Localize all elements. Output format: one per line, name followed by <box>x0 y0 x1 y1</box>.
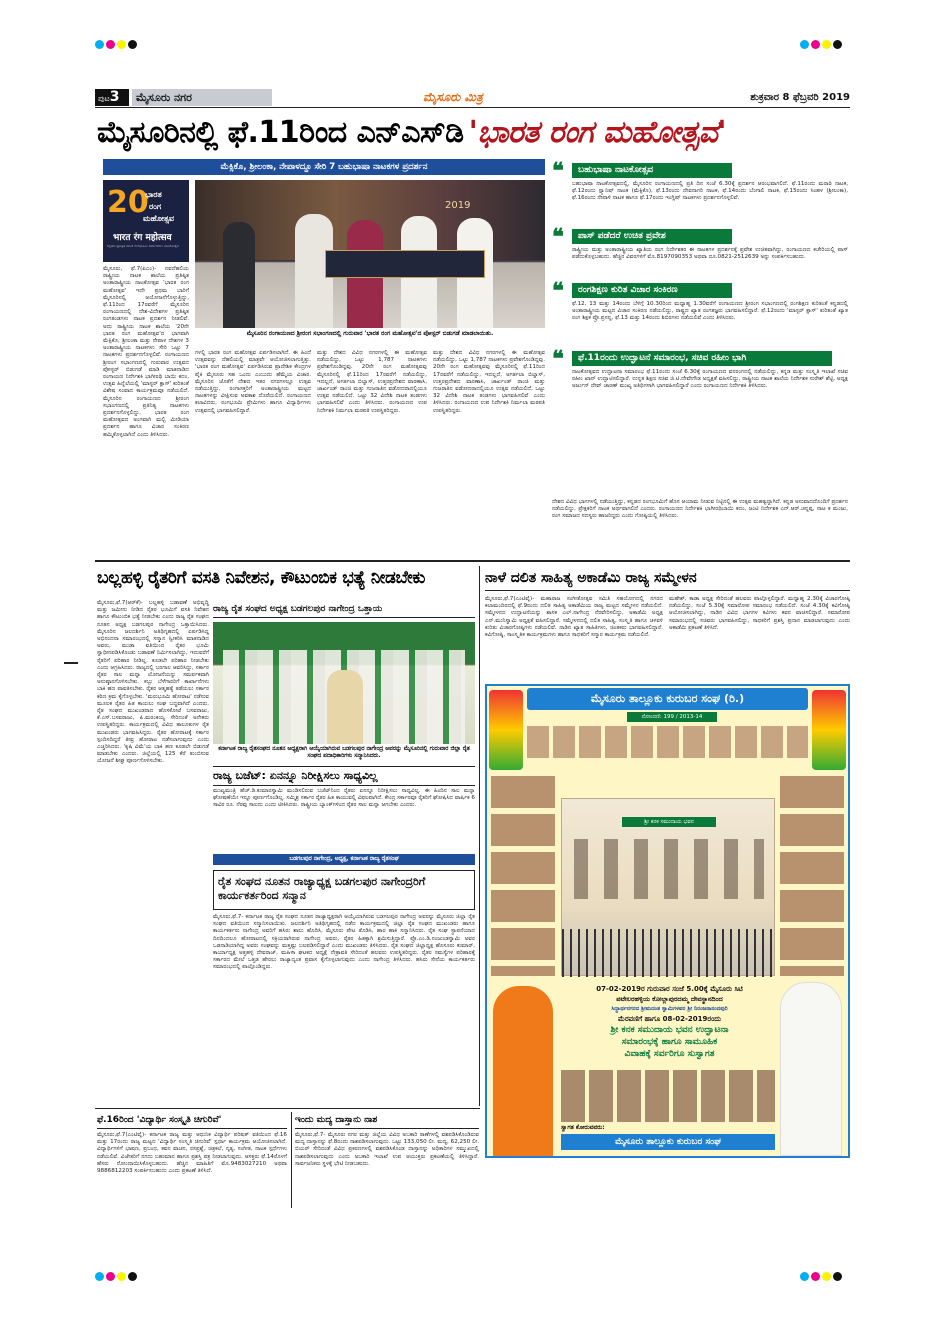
student-event-headline: ಫೆ.16ರಿಂದ 'ವಿದ್ಯಾರ್ಥಿ ಸಂಸ್ಕೃತಿ ಚಿಗುರಿವೆ' <box>97 1112 287 1129</box>
header-rule <box>95 107 850 108</box>
farmers-felicitation-photo <box>213 622 475 744</box>
color-registration-bottom-right <box>800 1272 842 1281</box>
ad-line-4: ಮೆರವಣಿಗೆ ಹಾಗೂ 08-02-2019ರಂದು <box>618 1015 721 1023</box>
logo-text-2: ರಂಗ <box>149 202 162 211</box>
lead-body-col4: ಮತ್ತು ದೇಶದ ವಿವಿಧ ನಗರಗಳಲ್ಲಿ ಈ ಮಹೋತ್ಸವ ನಡೆಯಲಿದ್ದು, ಒಟ್ಟು 1,787 ನಾಟಕಗಳು ಪ್ರವೇಶಗೊಂಡಿದ್ದವು. 20ನೇ ರಂಗ ಮಹೋತ್ಸವವು ಮೈಸೂರಿನಲ್ಲಿ ಫೆ.11ರಿಂದ 17ರವರೆಗೆ ನಡೆಯಲಿದ್ದು, ಇದಲ್ಲದೆ, ಅಗರ್ತಲಾ ಬಿಲ್ವಾಸ್, ಉತ್ತರಪ್ರದೇಶದ ವಾರಣಾಸಿ, ಜಾರ್ಖಂಡ್ ರಾಂಚಿ ಮತ್ತು ಗುಜರಾತಿನ ವಡೋದರಾದಲ್ಲಿಯೂ ಉತ್ಸವ ನಡೆಯಲಿದೆ. ಒಟ್ಟು 32 ವಿದೇಶಿ ನಾಟಕ ತಂಡಗಳು ಭಾಗವಹಿಸಲಿವೆ ಎಂದು ತಿಳಿಸಿದರು. ರಂಗಾಯಣದ ಉಪ ನಿರ್ದೇಶಕಿ ನಿರ್ಮಲಾ ಮಠಪತಿ ಉಪಸ್ಥಿತರಿದ್ದರು. <box>433 350 545 414</box>
leader-figure <box>780 982 842 1156</box>
poster-held <box>325 250 485 278</box>
logo-text-3: ಮಹೋತ್ಸವ <box>143 214 175 223</box>
building-windows <box>574 839 764 899</box>
bottom-section-rule <box>95 1108 480 1109</box>
quote-icon: ❝ <box>552 346 564 372</box>
sidebar-box-1-title: ಬಹುಭಾಷಾ ನಾಟಕೋತ್ಸವ <box>572 163 732 178</box>
ad-footer-label: ಸ್ವಾಗತ ಕೋರುವವರು: <box>561 1124 605 1131</box>
felicitation-body: ಮೈಸೂರು,ಫೆ.7- ಕರ್ನಾಟಕ ರಾಜ್ಯ ರೈತ ಸಂಘದ ನೂತನ ರಾಜ್ಯಾಧ್ಯಕ್ಷರಾಗಿ ಆಯ್ಕೆಯಾಗಿರುವ ಬಡಗಲಪುರ ನಾಗೇಂದ್ರ ಅವರನ್ನು ಮೈಸೂರು ಜಿಲ್ಲಾ ರೈತ ಸಂಘದ ವತಿಯಿಂದ ಸನ್ಮಾನಿಸಲಾಯಿತು. ಜಲದರ್ಶಿನಿ ಅತಿಥಿಗೃಹದಲ್ಲಿ ನಡೆದ ಕಾರ್ಯಕ್ರಮದಲ್ಲಿ ಜಿಲ್ಲಾ ರೈತ ಸಂಘದ ಮುಖಂಡರು ಹಾಗೂ ಕಾರ್ಯಕರ್ತರು ನಾಗೇಂದ್ರ ಅವರಿಗೆ ಹಸಿರು ಶಾಲು ಹೊದಿಸಿ, ಮೈಸೂರು ಪೇಟ ತೊಡಿಸಿ, ಹಾರ ಹಾಕಿ ಸನ್ಮಾನಿಸಿದರು. ರೈತ ಸಂಘ ಸ್ಥಾಪನೆಯಾದ ದಿನದಿಂದಲೂ ಹೋರಾಟದಲ್ಲಿ ಸಕ್ರಿಯರಾಗಿರುವ ನಾಗೇಂದ್ರ ಅವರು, ರೈತರ ಹಿತಕ್ಕಾಗಿ ಶ್ರಮಿಸುತ್ತಿದ್ದಾರೆ. ಪ್ರೊ.ಎಂ.ಡಿ.ನಂಜುಂಡಸ್ವಾಮಿ ಅವರ ಒಡನಾಡಿಯಾಗಿದ್ದ ಅವರು ಸಂಘವನ್ನು ಮತ್ತಷ್ಟು ಬಲಪಡಿಸಲಿದ್ದಾರೆ ಎಂದು ಮುಖಂಡರು ತಿಳಿಸಿದರು. ರೈತ ಸಂಘದ ಜಿಲ್ಲಾಧ್ಯಕ್ಷ ಹೊಸೂರು ಕುಮಾರ್, ಕಾರ್ಯಾಧ್ಯಕ್ಷ ಅತ್ತಹಳ್ಳಿ ದೇವರಾಜ್, ಮಹಿಳಾ ಘಟಕದ ಅಧ್ಯಕ್ಷೆ ನೇತ್ರಾವತಿ ಸೇರಿದಂತೆ ಹಲವರು ಉಪಸ್ಥಿತರಿದ್ದರು. ರೈತರ ಸಮಸ್ಯೆಗಳ ಪರಿಹಾರಕ್ಕೆ ಸರ್ಕಾರದ ಮೇಲೆ ಒತ್ತಡ ಹೇರಲು ರಾಜ್ಯಾದ್ಯಂತ ಪ್ರವಾಸ ಕೈಗೊಳ್ಳಲಾಗುವುದು ಎಂದು ನಾಗೇಂದ್ರ ತಿಳಿಸಿದರು. ಹಸಿರು ಸೇನೆಯ ಕಾರ್ಯಕರ್ತರು ಸಮಾರಂಭದಲ್ಲಿ ಪಾಲ್ಗೊಂಡಿದ್ದರು. <box>213 914 475 971</box>
ad-portraits-left <box>491 776 555 976</box>
sidebar-box-3-title: ರಂಗಶಿಕ್ಷಣ ಕುರಿತ ವಿಚಾರ ಸಂಕಿರಣ <box>572 283 732 298</box>
color-registration-top-left <box>95 40 137 49</box>
crop-mark <box>64 662 78 664</box>
budget-headline: ರಾಜ್ಯ ಬಜೆಟ್: ಏನನ್ನೂ ನಿರೀಕ್ಷಿಸಲು ಸಾಧ್ಯವಿಲ್ಲ <box>213 766 475 786</box>
felicitation-headline: ರೈತ ಸಂಘದ ನೂತನ ರಾಜ್ಯಾಧ್ಯಕ್ಷ ಬಡಗಲಪುರ ನಾಗೇಂದ್ರರಿಗೆ ಕಾರ್ಯಕರ್ತರಿಂದ ಸನ್ಮಾನ <box>213 870 475 910</box>
ad-line-1: 07-02-2019ರ ಗುರುವಾರ ಸಂಜೆ 5.00ಕ್ಕೆ ಮೈಸೂರು ಸಿಟಿ <box>596 985 743 993</box>
swamiji-figure <box>493 986 553 1156</box>
page-number-badge <box>95 89 129 106</box>
building-gate <box>562 929 776 977</box>
budget-body: ಮುಖ್ಯಮಂತ್ರಿ ಹೆಚ್.ಡಿ.ಕುಮಾರಸ್ವಾಮಿ ಮಂಡಿಸಲಿರುವ ಬಜೆಟ್‌ನಿಂದ ರೈತರು ಏನನ್ನೂ ನಿರೀಕ್ಷಿಸಲು ಸಾಧ್ಯವಿಲ್ಲ. ಈ ಹಿಂದಿನ ಸಾಲ ಮನ್ನಾ ಘೋಷಣೆಯೇ ಇನ್ನೂ ಪೂರ್ಣಗೊಂಡಿಲ್ಲ. ಸಮ್ಮಿಶ್ರ ಸರ್ಕಾರ ರೈತರ ಹಿತ ಕಾಯುವಲ್ಲಿ ವಿಫಲವಾಗಿದೆ. ಕೇಂದ್ರ ಸರ್ಕಾರವೂ ರೈತರಿಗೆ ಘೋಷಿಸಿದ ವಾರ್ಷಿಕ 6 ಸಾವಿರ ರೂ. ನೆರವು ಸಾಲದು ಎಂದು ಟೀಕಿಸಿದರು. ರಾಷ್ಟ್ರೀಯ ಬ್ಯಾಂಕ್‌ಗಳಿಂದ ರೈತರ ಸಾಲ ಮನ್ನಾ ಆಗಬೇಕು ಎಂದರು. <box>213 788 475 809</box>
ad-registration: ನೋಂದಣಿ: 199 / 2013-14 <box>627 712 717 722</box>
lead-headline <box>97 110 850 156</box>
sidebar-box-4-body: ನಾಟಕೋತ್ಸವದ ಉದ್ಘಾಟನಾ ಸಮಾರಂಭ ಫೆ.11ರಂದು ಸಂಜೆ 6.30ಕ್ಕೆ ರಂಗಾಯಣದ ವನರಂಗದಲ್ಲಿ ನಡೆಯಲಿದ್ದು, ಕನ್ನಡ ಮತ್ತು ಸಂಸ್ಕೃತಿ ಇಲಾಖೆ ಸಚಿವ ರಹೀಂ ಖಾನ್ ಉದ್ಘಾಟಿಸಲಿದ್ದಾರೆ. ಉನ್ನತ ಶಿಕ್ಷಣ ಸಚಿವ ಜಿ.ಟಿ.ದೇವೇಗೌಡ ಅಧ್ಯಕ್ಷತೆ ವಹಿಸಲಿದ್ದು, ರಾಷ್ಟ್ರೀಯ ನಾಟಕ ಶಾಲೆಯ ನಿರ್ದೇಶಕ ಸುರೇಶ್ ಶೆಟ್ಟಿ, ಅಧ್ಯಕ್ಷ ಅರ್ಜುನ್ ದೇವ್ ಚಾರಣ್ ಮುಖ್ಯ ಅತಿಥಿಗಳಾಗಿ ಭಾಗವಹಿಸಲಿದ್ದಾರೆ ಎಂದು ರಂಗಾಯಣದ ನಿರ್ದೇಶಕಿ ತಿಳಿಸಿದರು. <box>572 369 848 390</box>
newspaper-page <box>95 88 850 1268</box>
page-header <box>95 88 850 108</box>
ad-line-5: ಶ್ರೀ ಕನಕ ಸಮುದಾಯ ಭವನ ಉದ್ಘಾಟನಾ <box>610 1025 729 1035</box>
logo-text-1: ಭಾರತ <box>145 190 162 199</box>
page-number: 3 <box>109 89 120 105</box>
page-date: ಶುಕ್ರವಾರ 8 ಫೆಬ್ರವರಿ 2019 <box>750 92 850 103</box>
logo-subline: ಕನ್ನಡದ ಪ್ರತಿಷ್ಠಿತ ನಾಟಕ ರಂಗಭೂಮಿ ಸರ್ವಾಂಗೀಣ ನಾಟಕೋತ್ಸವ <box>107 244 179 248</box>
lead-body-col2: ಗಳಲ್ಲಿ ಭಾರತ ರಂಗ ಮಹೋತ್ಸವ ಏರ್ಪಡಿಸಲಾಗಿದೆ. ಈ ಹಿಂದೆ ಉತ್ಸವವನ್ನು ದೆಹಲಿಯಲ್ಲಿ ಮಾತ್ರವೇ ಆಯೋಜಿಸಲಾಗುತ್ತಿತ್ತು. 'ಭಾರತ ರಂಗ ಮಹೋತ್ಸವ' ಏರ್ಪಡಿಸಿರುವ ಪ್ರಾದೇಶಿಕ ಕೇಂದ್ರಗಳ ಪೈಕಿ ಮೈಸೂರು ಸಹ ಒಂದು ಎಂಬುದು ಹೆಮ್ಮೆಯ ವಿಚಾರ. ಮೈಸೂರಿನ ಜೊತೆಗೆ ದೇಶದ ಇತರ ನಗರಗಳಲ್ಲೂ ಉತ್ಸವ ನಡೆಯುತ್ತಿದ್ದು, ರಂಗಾಸಕ್ತರಿಗೆ ಅಂತಾರಾಷ್ಟ್ರೀಯ ಮಟ್ಟದ ನಾಟಕಗಳನ್ನು ವೀಕ್ಷಿಸುವ ಅವಕಾಶ ದೊರೆಯಲಿದೆ. ರಂಗಾಯಣದ ಕಲಾವಿದರು, ರಂಗಭೂಮಿ ಪ್ರೇಮಿಗಳು ಹಾಗೂ ವಿದ್ಯಾರ್ಥಿಗಳು ಉತ್ಸವದಲ್ಲಿ ಭಾಗವಹಿಸಲಿದ್ದಾರೆ. <box>195 350 311 414</box>
photo-banner-year: 2019 <box>445 200 471 211</box>
lead-subhead: ಮೆಕ್ಸಿಕೊ, ಶ್ರೀಲಂಕಾ, ನೇಪಾಳದ್ದೂ ಸೇರಿ 7 ಬಹುಭಾಷಾ ನಾಟಕಗಳ ಪ್ರದರ್ಶನ <box>103 159 545 175</box>
ad-text-block <box>557 984 782 1060</box>
logo-text-4: भारत रंग महोत्सव <box>113 233 172 243</box>
farmers-photo-caption: ಕರ್ನಾಟಕ ರಾಜ್ಯ ರೈತಸಂಘದ ನೂತನ ಅಧ್ಯಕ್ಷರಾಗಿ ಆಯ್ಕೆಯಾಗಿರುವ ಬಡಗಲಪುರ ನಾಗೇಂದ್ರ ಅವರನ್ನು ಮೈಸೂರಿನಲ್ಲಿ ಗುರುವಾರ ಜಿಲ್ಲಾ ರೈತ ಸಂಘದ ಪದಾಧಿಕಾರಿಗಳು ಸನ್ಮಾನಿಸಿದರು. <box>218 746 470 760</box>
masthead: ಮೈಸೂರು ಮಿತ್ರ <box>423 90 483 104</box>
ad-line-6: ಸಮಾರಂಭಕ್ಕೆ ಹಾಗೂ ಸಾಮೂಹಿಕ <box>621 1037 718 1047</box>
dalit-body-left: ಮೈಸೂರು,ಫೆ.7(ಎಂಟಿವೈ)- ಮಹಾರಾಜ ಸಂಗೀತೋತ್ಸವ ಸಮಿತಿ ಸಹಯೋಗದಲ್ಲಿ ನಗರದ ಕಲಾಮಂದಿರದಲ್ಲಿ ಫೆ.9ರಂದು ದಲಿತ ಸಾಹಿತ್ಯ ಅಕಾಡೆಮಿಯ ರಾಜ್ಯ ಮಟ್ಟದ ಸಮ್ಮೇಳನ ನಡೆಯಲಿದೆ. ಸಮ್ಮೇಳನದ ಉದ್ಘಾಟನೆಯನ್ನು ಶಾಸಕ ಎಲ್.ನಾಗೇಂದ್ರ ನೆರವೇರಿಸಲಿದ್ದು, ಅಕಾಡೆಮಿ ಅಧ್ಯಕ್ಷ ಎನ್.ಮುನಿಸ್ವಾಮಿ ಅಧ್ಯಕ್ಷತೆ ವಹಿಸಲಿದ್ದಾರೆ. ಸಮ್ಮೇಳನದಲ್ಲಿ ದಲಿತ ಸಾಹಿತ್ಯ, ಸಂಸ್ಕೃತಿ ಹಾಗೂ ಚಳವಳಿ ಕುರಿತು ವಿಚಾರಗೋಷ್ಠಿಗಳು ನಡೆಯಲಿವೆ. ನಾಡಿನ ಖ್ಯಾತ ಸಾಹಿತಿಗಳು, ಚಿಂತಕರು ಭಾಗವಹಿಸಲಿದ್ದಾರೆ. ಕವಿಗೋಷ್ಠಿ, ಸಾಂಸ್ಕೃತಿಕ ಕಾರ್ಯಕ್ರಮಗಳು ಹಾಗೂ ಸಾಧಕರಿಗೆ ಸನ್ಮಾನ ಕಾರ್ಯಕ್ರಮ ನಡೆಯಲಿದೆ. <box>485 596 663 639</box>
bottom-column-divider <box>291 1112 292 1208</box>
person-1 <box>223 222 255 328</box>
lead-body-col1: ಮೈಸೂರು, ಫೆ.7(ಪಿಎಂ)- ನವದೆಹಲಿಯ ರಾಷ್ಟ್ರೀಯ ನಾಟಕ ಶಾಲೆಯ ಪ್ರತಿಷ್ಠಿತ ಅಂತಾರಾಷ್ಟ್ರೀಯ ನಾಟಕೋತ್ಸವ 'ಭಾರತ ರಂಗ ಮಹೋತ್ಸವ' ಇದೇ ಪ್ರಥಮ ಬಾರಿಗೆ ಮೈಸೂರಿನಲ್ಲಿ ಆಯೋಜನೆಗೊಳ್ಳುತ್ತಿದ್ದು, ಫೆ.11ರಿಂದ 17ರವರೆಗೆ ಮೈಸೂರಿನ ರಂಗಾಯಣದಲ್ಲಿ ದೇಶ-ವಿದೇಶಗಳ ಪ್ರತಿಷ್ಠಿತ ರಂಗತಂಡಗಳು ನಾಟಕ ಪ್ರದರ್ಶನ ನೀಡಲಿವೆ. ಅದು ರಾಷ್ಟ್ರೀಯ ನಾಟಕ ಶಾಲೆಯ '20ನೇ ಭಾರತ ರಂಗ ಮಹೋತ್ಸವ'ದ ಭಾಗವಾಗಿ ಮೆಕ್ಸಿಕೊ, ಶ್ರೀಲಂಕಾ ಮತ್ತು ನೇಪಾಳ ದೇಶಗಳ 3 ಅಂತಾರಾಷ್ಟ್ರೀಯ ನಾಟಕಗಳು ಸೇರಿ ಒಟ್ಟು 7 ನಾಟಕಗಳು ಪ್ರದರ್ಶನಗೊಳ್ಳಲಿವೆ. ರಂಗಾಯಣದ ಶ್ರೀರಂಗ ಸಭಾಂಗಣದಲ್ಲಿ ಗುರುವಾರ ಉತ್ಸವದ ಪೋಸ್ಟರ್ ಬಿಡುಗಡೆ ಮಾಡಿ ಮಾತನಾಡಿದ ರಂಗಾಯಣ ನಿರ್ದೇಶಕಿ ಭಾಗೀರಥಿ ಬಾಯಿ ಕದಂ, ಉತ್ಸವ ಹಿನ್ನೆಲೆಯಲ್ಲಿ 'ಮಾಸ್ಟರ್ ಕ್ಲಾಸ್' ಕುರಿತಂತೆ ವಿಶೇಷ ಸಂವಾದ ಕಾರ್ಯಕ್ರಮವೂ ನಡೆಯಲಿದೆ. ಮೈಸೂರಿನ ರಂಗಾಯಣದ ಶ್ರೀರಂಗ ಸಭಾಂಗಣದಲ್ಲಿ ಪ್ರತಿನಿತ್ಯ ನಾಟಕಗಳು ಪ್ರದರ್ಶನಗೊಳ್ಳಲಿದ್ದು, ಭಾರತ ರಂಗ ಮಹೋತ್ಸವದ ಅಂಗವಾಗಿ ಮಲ್ಟಿ ಮೀಡಿಯಾ ಪ್ರದರ್ಶನ ಹಾಗೂ ವಿಚಾರ ಸಂಕಿರಣ ಹಮ್ಮಿಕೊಳ್ಳಲಾಗಿದೆ ಎಂದು ತಿಳಿಸಿದರು. <box>103 266 189 438</box>
logo-number: 20 <box>107 185 149 220</box>
ad-line-7: ವಿವಾಹಕ್ಕೆ ಸರ್ವರಿಗೂ ಸುಸ್ವಾಗತ <box>624 1049 715 1059</box>
section-rule <box>95 560 850 562</box>
ad-portraits-bottom <box>561 1070 775 1122</box>
quote-icon: ❝ <box>552 224 564 250</box>
sidebar-box-3-body: ಫೆ.12, 13 ಮತ್ತು 14ರಂದು ಬೆಳಿಗ್ಗೆ 10.30ರಿಂದ ಮಧ್ಯಾಹ್ನ 1.30ವರೆಗೆ ರಂಗಾಯಣದ ಶ್ರೀರಂಗ ಸಭಾಂಗಣದಲ್ಲಿ ರಂಗಶಿಕ್ಷಣ ಕುರಿತಂತೆ ಕನ್ನಡದಲ್ಲಿ ಅಂತಾರಾಷ್ಟ್ರೀಯ ಮಟ್ಟದ ವಿಚಾರ ಸಂಕಿರಣ ನಡೆಯಲಿದ್ದು, ರಾಷ್ಟ್ರದ ಖ್ಯಾತ ರಂಗತಜ್ಞರು ಭಾಗವಹಿಸಲಿದ್ದಾರೆ. ಫೆ.12ರಂದು 'ಮಾಸ್ಟರ್ ಕ್ಲಾಸ್' ಕುರಿತಂತೆ ಖ್ಯಾತ ರಂಗ ಶಿಕ್ಷಕ ಪ್ರೊ.ಪ್ರಸನ್ನ, ಫೆ.13 ಮತ್ತು 14ರಂದು ಶಿಬಿರಗಳು ನಡೆಯಲಿವೆ ಎಂದು ತಿಳಿಸಿದರು. <box>572 301 848 322</box>
lead-headline-part1: ಮೈಸೂರಿನಲ್ಲಿ ಫೆ.11ರಿಂದ ಎನ್‌ಎಸ್‌ಡಿ <box>97 115 464 150</box>
student-event-body: ಮೈಸೂರು,ಫೆ.7(ಎಂಟಿವೈ)- ಕರ್ನಾಟಕ ರಾಜ್ಯ ಮತ್ತು ಆಧುನಿಕ ವಿದ್ಯಾರ್ಥಿ ಪರಿಷತ್ ವತಿಯಿಂದ ಫೆ.16 ಮತ್ತು 17ರಂದು ರಾಜ್ಯ ಮಟ್ಟದ 'ವಿದ್ಯಾರ್ಥಿ ಸಂಸ್ಕೃತಿ ಚಿಗುರಿವೆ' ಸ್ಪರ್ಧಾ ಕಾರ್ಯಕ್ರಮ ಆಯೋಜಿಸಲಾಗಿದೆ. ವಿದ್ಯಾರ್ಥಿಗಳಿಗೆ ಭಾಷಣ, ಪ್ರಬಂಧ, ಕವನ ವಾಚನ, ರಸಪ್ರಶ್ನೆ, ಚಿತ್ರಕಲೆ, ನೃತ್ಯ, ಸಂಗೀತ, ನಾಟಕ ಸ್ಪರ್ಧೆಗಳು ನಡೆಯಲಿವೆ. ವಿಜೇತರಿಗೆ ನಗದು ಬಹುಮಾನ ಹಾಗೂ ಪ್ರಶಸ್ತಿ ಪತ್ರ ನೀಡಲಾಗುವುದು. ಆಸಕ್ತರು ಫೆ.14ರೊಳಗೆ ಹೆಸರು ನೋಂದಾಯಿಸಿಕೊಳ್ಳಬಹುದು. ಹೆಚ್ಚಿನ ಮಾಹಿತಿಗೆ ಮೊ.9483027210 ಅಥವಾ 9886812203 ಸಂಪರ್ಕಿಸಬಹುದು ಎಂದು ಪ್ರಕಟಣೆ ತಿಳಿಸಿದೆ. <box>97 1132 287 1175</box>
sidebar-box-4-title: ಫೆ.11ರಂದು ಉದ್ಘಾಟನೆ ಸಮಾರಂಭ, ಸಚಿವ ರಹೀಂ ಭಾಗಿ <box>572 351 832 366</box>
building-sign: ಶ್ರೀ ಕನಕ ಸಮುದಾಯ ಭವನ <box>622 817 716 827</box>
liquor-destruction-headline: ಇಂದು ಮದ್ಯ ದಾಸ್ತಾನು ನಾಶ <box>295 1112 479 1129</box>
liquor-destruction-body: ಮೈಸೂರು,ಫೆ.7- ಮೈಸೂರು ನಗರ ಮತ್ತು ಜಿಲ್ಲೆಯ ವಿವಿಧ ಅಬಕಾರಿ ಠಾಣೆಗಳಲ್ಲಿ ವಶಪಡಿಸಿಕೊಂಡಿರುವ ಮದ್ಯ ದಾಸ್ತಾನನ್ನು ಫೆ.8ರಂದು ನಾಶಪಡಿಸಲಾಗುವುದು. ಒಟ್ಟು 133,050 ಲೀ. ಮದ್ಯ, 62,250 ಲೀ. ಬಿಯರ್ ಸೇರಿದಂತೆ ವಿವಿಧ ಪ್ರಕರಣಗಳಲ್ಲಿ ವಶಪಡಿಸಿಕೊಂಡ ದಾಸ್ತಾನನ್ನು ಅಧಿಕಾರಿಗಳ ಸಮ್ಮುಖದಲ್ಲಿ ನಾಶಪಡಿಸಲಾಗುವುದು ಎಂದು ಅಬಕಾರಿ ಇಲಾಖೆ ಉಪ ಆಯುಕ್ತರು ಪ್ರಕಟಣೆಯಲ್ಲಿ ತಿಳಿಸಿದ್ದಾರೆ. ಸಾರ್ವಜನಿಕರು ಸ್ಥಳಕ್ಕೆ ಭೇಟಿ ನೀಡಬಹುದು. <box>295 1132 479 1167</box>
sidebar-box-2-title: ಪಾಸ್ ಪಡೆದರೆ ಉಚಿತ ಪ್ರವೇಶ <box>572 229 732 244</box>
color-registration-bottom-left <box>95 1272 137 1281</box>
rang-mahotsav-logo <box>103 180 189 262</box>
dalit-body-right: ಮಹೇಶ್, ಕಾಡಾ ಅಧ್ಯಕ್ಷ ಸೇರಿದಂತೆ ಹಲವರು ಪಾಲ್ಗೊಳ್ಳಲಿದ್ದಾರೆ. ಮಧ್ಯಾಹ್ನ 2.30ಕ್ಕೆ ವಿಚಾರಗೋಷ್ಠಿ ನಡೆಯಲಿದ್ದು, ಸಂಜೆ 5.30ಕ್ಕೆ ಸಮಾರೋಪ ಸಮಾರಂಭ ನಡೆಯಲಿದೆ. ಸಂಜೆ 4.30ಕ್ಕೆ ಕವಿಗೋಷ್ಠಿ ಆಯೋಜಿಸಲಾಗಿದ್ದು, ನಾಡಿನ ವಿವಿಧ ಭಾಗಗಳ ಕವಿಗಳು ಕವನ ವಾಚಿಸಲಿದ್ದಾರೆ. ಸಮಾರೋಪ ಸಮಾರಂಭದಲ್ಲಿ ಸಚಿವರು ಭಾಗವಹಿಸಲಿದ್ದು, ಸಾಧಕರಿಗೆ ಪ್ರಶಸ್ತಿ ಪ್ರದಾನ ಮಾಡಲಾಗುವುದು ಎಂದು ಅಕಾಡೆಮಿ ಪ್ರಕಟಣೆ ತಿಳಿಸಿದೆ. <box>669 596 850 631</box>
lead-headline-part2: 'ಭಾರತ ರಂಗ ಮಹೋತ್ಸವ' <box>468 115 727 150</box>
farmers-body-left: ಮೈಸೂರು,ಫೆ.7(ಆರ್‌ಕೆ)- ಬಲ್ಲಹಳ್ಳಿ ಬಡಾವಣೆ ಅಭಿವೃದ್ಧಿ ಮತ್ತು ಜಮೀನು ನೀಡಿದ ರೈತರ ಭೂಮಿಗೆ ವಸತಿ ನಿವೇಶನ ಹಾಗೂ ಕೌಟುಂಬಿಕ ಭತ್ಯೆ ನೀಡಬೇಕು ಎಂದು ರಾಜ್ಯ ರೈತ ಸಂಘದ ನೂತನ ಅಧ್ಯಕ್ಷ ಬಡಗಲಪುರ ನಾಗೇಂದ್ರ ಒತ್ತಾಯಿಸಿದರು. ಮೈಸೂರಿನ ಜಲದರ್ಶಿನಿ ಅತಿಥಿಗೃಹದಲ್ಲಿ ಏರ್ಪಡಿಸಿದ್ದ ಅಭಿನಂದನಾ ಸಮಾರಂಭದಲ್ಲಿ ಸನ್ಮಾನ ಸ್ವೀಕರಿಸಿ ಮಾತನಾಡಿದ ಅವರು, ಮುಡಾ ವತಿಯಿಂದ ರೈತರ ಭೂಮಿ ಸ್ವಾಧೀನಪಡಿಸಿಕೊಂಡು ಬಡಾವಣೆ ನಿರ್ಮಿಸಲಾಗಿದ್ದು, ಇದುವರೆಗೆ ರೈತರಿಗೆ ಪರಿಹಾರ ನೀಡಿಲ್ಲ. ಕೂಡಲೇ ಪರಿಹಾರ ನೀಡಬೇಕು ಎಂದು ಆಗ್ರಹಿಸಿದರು. ರಾಜ್ಯದಲ್ಲಿ ಬರಗಾಲ ಆವರಿಸಿದ್ದು, ಸರ್ಕಾರ ರೈತರ ಸಾಲ ಮನ್ನಾ ಯೋಜನೆಯನ್ನು ಸಮರ್ಪಕವಾಗಿ ಅನುಷ್ಠಾನಗೊಳಿಸಬೇಕು. ಕಬ್ಬು ಬೆಳೆಗಾರರಿಗೆ ಕಾರ್ಖಾನೆಗಳು ಬಾಕಿ ಹಣ ಪಾವತಿಸಬೇಕು. ರೈತರ ಆತ್ಮಹತ್ಯೆ ತಡೆಯಲು ಸರ್ಕಾರ ಕಠಿಣ ಕ್ರಮ ಕೈಗೊಳ್ಳಬೇಕು. 'ಮರುಭೂಮಿ ಹೋರಾಟ' ನಡೆಸುವ ಮೂಲಕ ರೈತರ ಹಿತ ಕಾಯಲು ಸಂಘ ಬದ್ಧವಾಗಿದೆ ಎಂದರು. ರೈತ ಸಂಘದ ಮುಖಂಡರಾದ ಹೊಸಕೋಟೆ ಬಸವರಾಜು, ಕೆ.ಎಸ್.ಬಸವರಾಜು, ಪಿ.ಮರಂಕಯ್ಯ ಸೇರಿದಂತೆ ಅನೇಕರು ಉಪಸ್ಥಿತರಿದ್ದರು. ಕಾರ್ಯಕ್ರಮದಲ್ಲಿ ವಿವಿಧ ತಾಲೂಕುಗಳ ರೈತ ಮುಖಂಡರು ಭಾಗವಹಿಸಿದ್ದರು. ರೈತರ ಹೋರಾಟಕ್ಕೆ ಸರ್ಕಾರ ಸ್ಪಂದಿಸದಿದ್ದರೆ ತೀವ್ರ ಹೋರಾಟ ನಡೆಸಲಾಗುವುದು ಎಂದು ಎಚ್ಚರಿಸಿದರು. 'ಕೃಷಿ ವಿಮೆ'ಯ ಬಾಕಿ ಹಣ ಕೂಡಲೇ ಬಿಡುಗಡೆ ಮಾಡಬೇಕು ಎಂದರು. ಜಿಲ್ಲೆಯಲ್ಲಿ 125 ಕೆರೆ ತುಂಬಿಸುವ ಯೋಜನೆ ಶೀಘ್ರ ಪೂರ್ಣಗೊಳಿಸಬೇಕು. <box>97 600 209 765</box>
lead-body-col3: ಮತ್ತು ದೇಶದ ವಿವಿಧ ನಗರಗಳಲ್ಲಿ ಈ ಮಹೋತ್ಸವ ನಡೆಯಲಿದ್ದು, ಒಟ್ಟು 1,787 ನಾಟಕಗಳು ಪ್ರವೇಶಗೊಂಡಿದ್ದವು. 20ನೇ ರಂಗ ಮಹೋತ್ಸವವು ಮೈಸೂರಿನಲ್ಲಿ ಫೆ.11ರಿಂದ 17ರವರೆಗೆ ನಡೆಯಲಿದ್ದು, ಇದಲ್ಲದೆ, ಅಗರ್ತಲಾ ಬಿಲ್ವಾಸ್, ಉತ್ತರಪ್ರದೇಶದ ವಾರಣಾಸಿ, ಜಾರ್ಖಂಡ್ ರಾಂಚಿ ಮತ್ತು ಗುಜರಾತಿನ ವಡೋದರಾದಲ್ಲಿಯೂ ಉತ್ಸವ ನಡೆಯಲಿದೆ. ಒಟ್ಟು 32 ವಿದೇಶಿ ನಾಟಕ ತಂಡಗಳು ಭಾಗವಹಿಸಲಿವೆ ಎಂದು ತಿಳಿಸಿದರು. ರಂಗಾಯಣದ ಉಪ ನಿರ್ದೇಶಕಿ ನಿರ್ಮಲಾ ಮಠಪತಿ ಉಪಸ್ಥಿತರಿದ್ದರು. <box>317 350 427 414</box>
sidebar-tail: ದೇಶದ ವಿವಿಧ ಭಾಗಗಳಲ್ಲಿ ನಡೆಯುತ್ತಿದ್ದು, ಕನ್ನಡದ ರಂಗಭೂಮಿಗೆ ಹೊಸ ಆಯಾಮ ನೀಡುವ ನಿಟ್ಟಿನಲ್ಲಿ ಈ ಉತ್ಸವ ಮಹತ್ವದ್ದಾಗಿದೆ. ಕನ್ನಡ ಅನುವಾದದೊಂದಿಗೆ ಪ್ರದರ್ಶನ ನಡೆಯಲಿದ್ದು, ಪ್ರೇಕ್ಷಕರಿಗೆ ನಾಟಕ ಅರ್ಥವಾಗಲಿದೆ ಎಂದರು. ರಂಗಾಯಣದ ನಿರ್ದೇಶಕಿ ಭಾಗೀರಥಿಬಾಯಿ ಕದಂ, ಜಂಟಿ ನಿರ್ದೇಶಕ ಎನ್.ಆರ್.ಚನ್ನಪ್ಪ, ನಾಟ ಕ ಮಂಜು, ರಂಗ ಸಮಾಜದ ಸದಸ್ಯರು ಹಾಜರಿದ್ದರು ಎಂದು ಗೋಷ್ಠಿಯಲ್ಲಿ ತಿಳಿಸಿದರು. <box>552 499 848 520</box>
ad-line-2: ಪಟೇಲರಹಳ್ಳಿಯ ಕೋಲ್ಲಾಪುರದಮ್ಮ ದೇವಸ್ಥಾನದಿಂದ <box>616 995 723 1003</box>
honoree-figure <box>327 670 363 744</box>
farmers-bar-caption: ಬಡಗಲಪುರ ನಾಗೇಂದ್ರ, ಅಧ್ಯಕ್ಷ, ಕರ್ನಾಟಕ ರಾಜ್ಯ ರೈತಸಂಘ <box>213 854 475 865</box>
ad-portraits-right <box>780 776 844 976</box>
farmers-headline: ಬಲ್ಲಹಳ್ಳಿ ರೈತರಿಗೆ ವಸತಿ ನಿವೇಶನ, ಕೌಟುಂಬಿಕ ಭತ್ಯೆ ನೀಡಬೇಕು <box>97 568 426 588</box>
samudaya-bhavan-building <box>561 798 775 976</box>
ad-banner-text: ಮೈಸೂರು ತಾಲ್ಲೂಕು ಕುರುಬರ ಸಂಘ (ರಿ.) <box>590 692 745 705</box>
quote-icon: ❝ <box>552 158 564 184</box>
poster-release-photo <box>195 180 545 328</box>
sidebar-box-2-body: ರಾಷ್ಟ್ರೀಯ ಮತ್ತು ಅಂತಾರಾಷ್ಟ್ರೀಯ ಖ್ಯಾತಿಯ ರಂಗ ನಿರ್ದೇಶಕರ ಈ ನಾಟಕಗಳ ಪ್ರದರ್ಶನಕ್ಕೆ ಪ್ರವೇಶ ಉಚಿತವಾಗಿದ್ದು, ರಂಗಾಯಣದ ಕಚೇರಿಯಲ್ಲಿ ಪಾಸ್ ಪಡೆದುಕೊಳ್ಳಬಹುದು. ಹೆಚ್ಚಿನ ವಿವರಗಳಿಗೆ ಮೊ.8197090353 ಅಥವಾ ದೂ.0821-2512639 ಅನ್ನು ಸಂಪರ್ಕಿಸಬಹುದು. <box>572 247 848 261</box>
quote-icon: ❝ <box>552 278 564 304</box>
ad-portraits-top <box>527 726 808 758</box>
farmers-subhead: ರಾಜ್ಯ ರೈತ ಸಂಘದ ಅಧ್ಯಕ್ಷ ಬಡಗಲಪುರ ನಾಗೇಂದ್ರ ಒತ್ತಾಯ <box>213 600 475 618</box>
lead-photo-caption: ಮೈಸೂರಿನ ರಂಗಾಯಣದ ಶ್ರೀರಂಗ ಸಭಾಂಗಣದಲ್ಲಿ ಗುರುವಾರ 'ಭಾರತ ರಂಗ ಮಹೋತ್ಸವ'ದ ಪೋಸ್ಟರ್ ಬಿಡುಗಡೆ ಮಾಡಲಾಯಿತು. <box>246 330 494 337</box>
garland-right <box>812 690 846 770</box>
garland-left <box>489 690 523 770</box>
section-name: ಮೈಸೂರು ನಗರ <box>132 89 272 106</box>
lead-sidebar <box>550 159 850 557</box>
page-label: ಪುಟ <box>98 94 110 103</box>
column-divider <box>479 566 480 1106</box>
ad-footer: ಮೈಸೂರು ತಾಲ್ಲೂಕು ಕುರುಬರ ಸಂಘ <box>561 1134 775 1150</box>
dalit-headline: ನಾಳೆ ದಲಿತ ಸಾಹಿತ್ಯ ಅಕಾಡೆಮಿ ರಾಜ್ಯ ಸಮ್ಮೇಳನ <box>485 566 850 591</box>
ad-banner <box>527 688 808 710</box>
ad-line-3: ಸಿದ್ಧಾರ್ಥನಗರದ ಶ್ರೀಮದಂತ ಸ್ವಾಮಿಗಳವರ ಶ್ರೀ ನಿರಂಜನಾನಂದಪುರಿ <box>611 1006 728 1012</box>
kurubara-sangha-ad <box>485 684 850 1158</box>
sidebar-box-1-body: ಬಹುಭಾಷಾ ನಾಟಕೋತ್ಸವದಲ್ಲಿ, ಮೈಸೂರಿನ ರಂಗಾಯಣದಲ್ಲಿ ಪ್ರತಿ ದಿನ ಸಂಜೆ 6.30ಕ್ಕೆ ಪ್ರದರ್ಶನ ಆರಂಭವಾಗಲಿದೆ. ಫೆ.11ರಂದು ಮರಾಠಿ ನಾಟಕ, ಫೆ.12ರಂದು ಸ್ಪ್ಯಾನಿಷ್ ನಾಟಕ (ಮೆಕ್ಸಿಕೊ), ಫೆ.13ರಂದು ದೇವನಾಗರಿ ನಾಟಕ, ಫೆ.14ರಂದು ಬೆಂಗಾಲಿ ನಾಟಕ, ಫೆ.15ರಂದು ಸಿಂಹಳ (ಶ್ರೀಲಂಕಾ), ಫೆ.16ರಂದು ನೇಪಾಳಿ ನಾಟಕ ಹಾಗೂ ಫೆ.17ರಂದು ಇಂಗ್ಲಿಷ್ ನಾಟಕಗಳು ಪ್ರದರ್ಶನಗೊಳ್ಳಲಿವೆ. <box>572 181 848 202</box>
color-registration-top-right <box>800 40 842 49</box>
